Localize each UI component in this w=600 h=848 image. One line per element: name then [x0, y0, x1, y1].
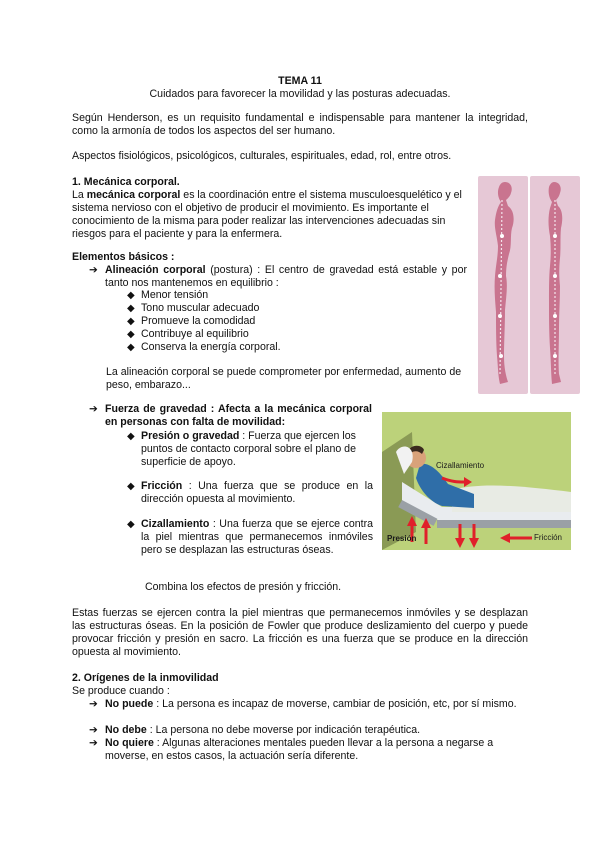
section1-heading: 1. Mecánica corporal.	[72, 176, 180, 188]
posture-silhouette-icon	[478, 176, 528, 394]
alineacion-item: ➔ Alineación corporal (postura) : El centro de gravedad está estable y por tanto nos mantenemos en equilibrio :	[89, 264, 467, 289]
bed-figure	[382, 412, 571, 550]
aspects-paragraph: Aspectos fisiológicos, psicológicos, culturales, espirituales, edad, rol, entre otros.	[72, 150, 452, 162]
page-subtitle: Cuidados para favorecer la movilidad y las posturas adecuadas.	[149, 88, 451, 100]
page-title: TEMA 11	[278, 75, 322, 87]
cizallamiento-item: ◆ Cizallamiento : Una fuerza que se ejerce contra la piel mientras que permanecemos inmóviles pero se desplazan las estructuras óseas.	[127, 518, 373, 556]
posture-figure-bad	[478, 176, 528, 394]
label-friccion: Fricción	[534, 533, 563, 542]
diamond-icon: ◆	[127, 290, 135, 301]
list-item: ◆ Tono muscular adecuado	[127, 302, 260, 314]
presion-item: ◆ Presión o gravedad : Fuerza que ejercen los puntos de contacto corporal sobre el plano de superficie de apoyo.	[127, 430, 356, 468]
list-item: ◆ Promueve la comodidad	[127, 315, 256, 327]
combina-text: Combina los efectos de presión y fricción.	[145, 581, 342, 593]
posture-figure-good	[530, 176, 580, 394]
posture-silhouette-icon	[530, 176, 580, 394]
list-item: ◆ Contribuye al equilibrio	[127, 328, 249, 340]
diamond-icon: ◆	[127, 316, 135, 327]
diamond-icon: ◆	[127, 481, 135, 492]
diamond-icon: ◆	[127, 342, 135, 353]
alineacion-note: La alineación corporal se puede comprometer por enfermedad, aumento de peso, embarazo...	[106, 366, 462, 391]
fuerza-item: ➔ Fuerza de gravedad : Afecta a la mecánica corporal en personas con falta de movilidad:	[89, 403, 372, 428]
diamond-icon: ◆	[127, 329, 135, 340]
list-item: ◆ Conserva la energía corporal.	[127, 341, 281, 353]
arrow-icon: ➔	[89, 724, 98, 736]
arrow-icon: ➔	[89, 264, 98, 276]
arrow-icon: ➔	[89, 737, 98, 749]
list-item: ➔ No debe : La persona no debe moverse por indicación terapéutica.	[89, 724, 421, 736]
section1-paragraph: La mecánica corporal es la coordinación entre el sistema musculoesquelético y el sistema nervioso con el objetivo de producir el movimiento. Es importante el conocimiento de la misma para poder realizar las intervenciones adecuadas sin riesgos para el paciente y para la enfermera.	[72, 189, 462, 240]
arrow-icon: ➔	[89, 698, 98, 710]
list-item: ➔ No quiere : Algunas alteraciones mentales pueden llevar a la persona a negarse a moverse, en estos casos, la actuación sería diferente.	[89, 737, 494, 762]
section2-intro: Se produce cuando :	[72, 685, 170, 697]
list-item: ◆ Menor tensión	[127, 289, 209, 301]
bed-illustration-icon	[382, 412, 571, 550]
elements-heading: Elementos básicos :	[72, 251, 175, 263]
intro-paragraph: Según Henderson, es un requisito fundamental e indispensable para mantener la integridad, como la armonía de todos los aspectos del ser humano.	[72, 112, 528, 137]
list-item: ➔ No puede : La persona es incapaz de moverse, cambiar de posición, etc, por sí mismo.	[89, 698, 517, 710]
label-presion: Presión	[387, 534, 417, 543]
closing-paragraph: Estas fuerzas se ejercen contra la piel mientras que permanecemos inmóviles y se desplazan las estructuras óseas. En la posición de Fowler que produce deslizamiento del cuerpo y puede provocar fricción y presión en sacro. La fricción es una fuerza que se produce en la dirección opuesta al movimiento.	[72, 607, 528, 658]
friccion-item: ◆ Fricción : Una fuerza que se produce en la dirección opuesta al movimiento.	[127, 480, 373, 505]
arrow-icon: ➔	[89, 403, 98, 415]
diamond-icon: ◆	[127, 431, 135, 442]
diamond-icon: ◆	[127, 519, 135, 530]
label-cizallamiento: Cizallamiento	[436, 461, 485, 470]
diamond-icon: ◆	[127, 303, 135, 314]
section2-heading: 2. Orígenes de la inmovilidad	[72, 672, 219, 684]
